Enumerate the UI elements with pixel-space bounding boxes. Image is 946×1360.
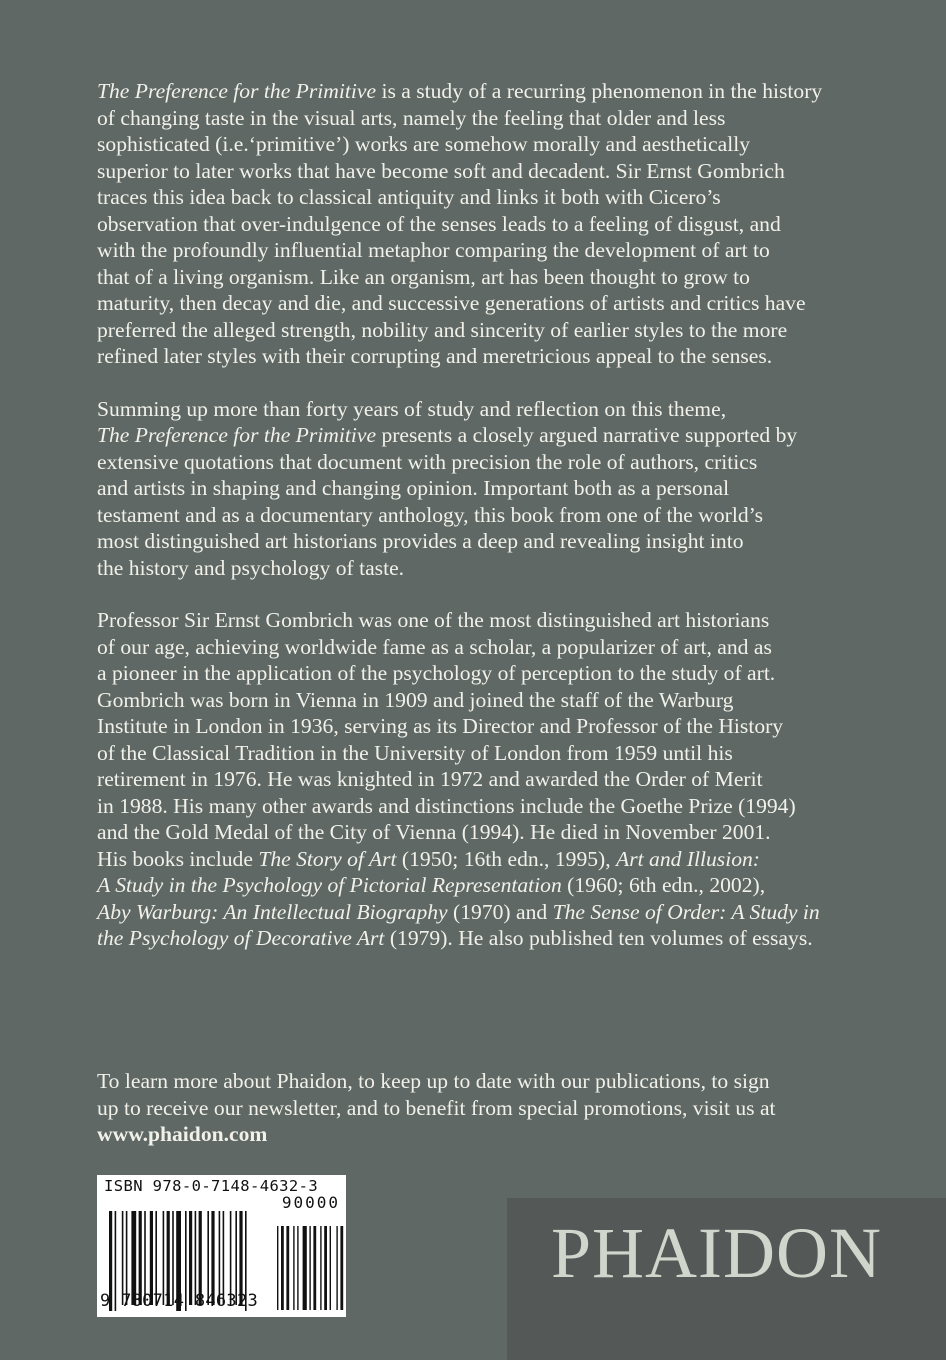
text-line <box>97 1095 776 1122</box>
text-line <box>97 740 897 767</box>
text-segment: with the profoundly influential metaphor comparing the development of art to <box>97 238 770 262</box>
website-link[interactable]: www.phaidon.com <box>97 1122 268 1146</box>
text-line <box>97 1068 776 1095</box>
barcode-addon-number: 90000 <box>281 1193 340 1212</box>
text-segment: the history and psychology of taste. <box>97 555 405 580</box>
publisher-logo-panel <box>507 1198 946 1360</box>
text-segment: His books include <box>97 846 259 871</box>
text-line <box>97 793 897 820</box>
paragraph <box>97 396 897 582</box>
text-line <box>97 899 897 926</box>
text-line <box>97 105 897 132</box>
text-line <box>97 422 897 449</box>
text-line <box>97 1121 776 1148</box>
isbn-barcode <box>97 1175 346 1317</box>
text-segment: maturity, then decay and die, and successive generations of artists and critics have <box>97 291 806 315</box>
text-segment: is a study of a recurring phenomenon in the history <box>376 79 823 103</box>
book-title: The Sense of Order: A Study in <box>552 899 820 924</box>
text-segment: presents a closely argued narrative supported by <box>376 423 798 447</box>
book-title: Aby Warburg: An Intellectual Biography <box>97 899 448 924</box>
addon-bar <box>303 1226 307 1310</box>
addon-bar <box>309 1226 310 1310</box>
text-line <box>97 555 897 582</box>
text-line <box>97 237 897 264</box>
text-line <box>97 449 897 476</box>
isbn-label: ISBN 978-0-7148-4632-3 <box>104 1177 319 1195</box>
ean-digits: 9 780714 846323 <box>100 1291 259 1311</box>
text-segment: traces this idea back to classical antiquity and links it both with Cicero’s <box>97 185 721 209</box>
text-segment: testament and as a documentary anthology, this book from one of the world’s <box>97 502 764 527</box>
book-title: The Story of Art <box>258 846 397 871</box>
text-segment: Professor Sir Ernst Gombrich was one of the most distinguished art historians <box>97 608 770 632</box>
addon-bar <box>340 1226 343 1310</box>
addon-bar <box>277 1226 278 1310</box>
text-line <box>97 264 897 291</box>
text-line <box>97 634 897 661</box>
text-segment: retirement in 1976. He was knighted in 1972 and awarded the Order of Merit <box>97 767 763 791</box>
text-segment: preferred the alleged strength, nobility and sincerity of earlier styles to the more <box>97 317 788 342</box>
text-line <box>97 925 897 952</box>
text-segment: Summing up more than forty years of study and reflection on this theme, <box>97 396 727 421</box>
book-title: The Preference for the Primitive <box>97 79 377 103</box>
text-line <box>97 78 897 105</box>
text-line <box>97 184 897 211</box>
text-line <box>97 687 897 714</box>
text-line <box>97 502 897 529</box>
promo-paragraph <box>97 1068 776 1148</box>
text-line <box>97 660 897 687</box>
book-title: The Preference for the Primitive <box>97 423 377 447</box>
addon-bar <box>297 1226 298 1310</box>
text-line <box>97 475 897 502</box>
text-segment: observation that over-indulgence of the senses leads to a feeling of disgust, and <box>97 211 781 236</box>
text-segment: sophisticated (i.e.‘primitive’) works are somehow morally and aesthetically <box>97 132 751 156</box>
text-segment: of our age, achieving worldwide fame as a scholar, a popularizer of art, and as <box>97 634 772 659</box>
addon-bar <box>293 1226 294 1310</box>
text-line <box>97 528 897 555</box>
addon-bar <box>320 1226 321 1310</box>
text-segment: of the Classical Tradition in the University of London from 1959 until his <box>97 740 733 765</box>
text-line <box>97 317 897 344</box>
book-title: the Psychology of Decorative Art <box>97 926 385 950</box>
text-line <box>97 396 897 423</box>
book-title: Art and Illusion: <box>616 846 760 871</box>
text-segment: (1970) and <box>447 899 553 924</box>
text-segment: in 1988. His many other awards and distinctions include the Goethe Prize (1994) <box>97 793 796 818</box>
text-segment: (1979). He also published ten volumes of essays. <box>384 926 813 950</box>
text-segment: up to receive our newsletter, and to benefit from special promotions, visit us at <box>97 1095 776 1120</box>
text-segment: superior to later works that have become soft and decadent. Sir Ernst Gombrich <box>97 158 785 183</box>
text-segment: Gombrich was born in Vienna in 1909 and joined the staff of the Warburg <box>97 687 734 712</box>
addon-bar <box>336 1226 337 1310</box>
paragraph <box>97 78 897 370</box>
addon-bar <box>324 1226 327 1310</box>
text-segment: most distinguished art historians provides a deep and revealing insight into <box>97 529 744 553</box>
addon-bar <box>286 1226 289 1310</box>
text-line <box>97 290 897 317</box>
text-segment: extensive quotations that document with precision the role of authors, critics <box>97 449 758 474</box>
text-line <box>97 211 897 238</box>
back-cover-copy <box>97 78 897 978</box>
text-segment: and artists in shaping and changing opinion. Important both as a personal <box>97 476 730 500</box>
text-segment: To learn more about Phaidon, to keep up to date with our publications, to sign <box>97 1069 770 1093</box>
text-segment: (1950; 16th edn., 1995), <box>396 846 617 871</box>
addon-bar <box>281 1226 284 1310</box>
text-line <box>97 846 897 873</box>
text-segment: refined later styles with their corrupting and meretricious appeal to the senses. <box>97 344 773 368</box>
paragraph <box>97 607 897 952</box>
addon-bar <box>313 1226 316 1310</box>
text-segment: a pioneer in the application of the psychology of perception to the study of art. <box>97 661 776 685</box>
phaidon-logo: PHAIDON <box>551 1213 882 1293</box>
text-line <box>97 343 897 370</box>
text-segment: (1960; 6th edn., 2002), <box>561 873 766 897</box>
text-segment: that of a living organism. Like an organism, art has been thought to grow to <box>97 264 750 289</box>
text-line <box>97 872 897 899</box>
text-line <box>97 819 897 846</box>
text-line <box>97 131 897 158</box>
text-line <box>97 607 897 634</box>
book-title: A Study in the Psychology of Pictorial Representation <box>97 873 562 897</box>
text-line <box>97 766 897 793</box>
text-segment: Institute in London in 1936, serving as its Director and Professor of the History <box>97 714 784 738</box>
addon-bar <box>330 1226 331 1310</box>
text-segment: and the Gold Medal of the City of Vienna (1994). He died in November 2001. <box>97 820 771 844</box>
text-line <box>97 158 897 185</box>
text-line <box>97 713 897 740</box>
text-segment: of changing taste in the visual arts, namely the feeling that older and less <box>97 105 726 130</box>
